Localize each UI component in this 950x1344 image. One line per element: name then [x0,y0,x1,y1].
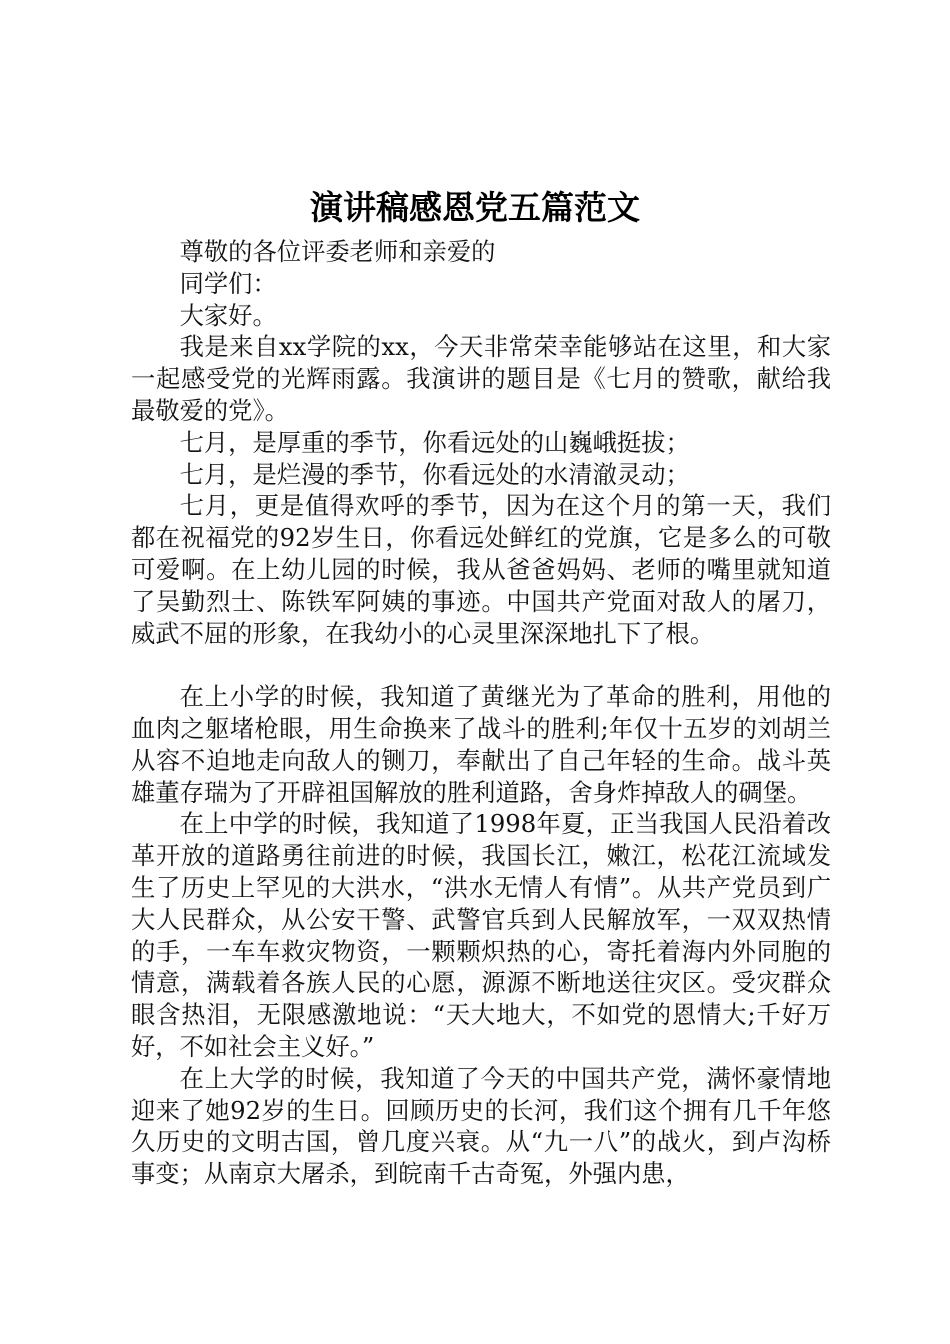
paragraph-primary-school: 在上小学的时候，我知道了黄继光为了革命的胜利，用他的血肉之躯堵枪眼，用生命换来了战斗的胜利;年仅十五岁的刘胡兰从容不迫地走向敌人的铡刀，奉献出了自己年轻的生命。战斗英雄董存瑞为了开辟祖国解放的胜利道路，舍身炸掉敌人的碉堡。 [131,682,831,807]
paragraph-july-mountains: 七月，是厚重的季节，你看远处的山巍峨挺拔； [179,427,690,457]
paragraph-july-celebration: 七月，更是值得欢呼的季节，因为在这个月的第一天，我们都在祝福党的92岁生日，你看远处鲜红的党旗，它是多么的可敬可爱啊。在上幼儿园的时候，我从爸爸妈妈、老师的嘴里就知道了吴勤烈士、陈铁军阿姨的事迹。中国共产党面对敌人的屠刀，威武不屈的形象，在我幼小的心灵里深深地扎下了根。 [131,491,831,648]
salutation-line-2: 同学们： [179,268,277,298]
paragraph-middle-school: 在上中学的时候，我知道了1998年夏，正当我国人民沿着改革开放的道路勇往前进的时候，我国长江，嫩江，松花江流域发生了历史上罕见的大洪水，“洪水无情人有情”。从共产党员到广大人民群众，从公安干警、武警官兵到人民解放军，一双双热情的手，一车车救灾物资，一颗颗炽热的心，寄托着海内外同胞的情意，满载着各族人民的心愿，源源不断地送往灾区。受灾群众眼含热泪，无限感激地说：“天大地大，不如党的恩情大;千好万好，不如社会主义好。” [131,809,831,1061]
salutation-line-1: 尊敬的各位评委老师和亲爱的 [179,237,496,266]
paragraph-july-waters: 七月，是烂漫的季节，你看远处的水清澈灵动； [179,459,690,489]
document-title: 演讲稿感恩党五篇范文 [310,188,640,227]
greeting: 大家好。 [179,300,277,330]
document-body [131,236,831,1190]
paragraph-university: 在上大学的时候，我知道了今天的中国共产党，满怀豪情地迎来了她92岁的生日。回顾历史的长河，我们这个拥有几千年悠久历史的文明古国，曾几度兴衰。从“九一八”的战火，到卢沟桥事变；从南京大屠杀，到皖南千古奇冤，外强内患， [131,1063,831,1189]
paragraph-introduction: 我是来自xx学院的xx，今天非常荣幸能够站在这里，和大家一起感受党的光辉雨露。我演讲的题目是《七月的赞歌，献给我最敬爱的党》。 [131,332,831,425]
